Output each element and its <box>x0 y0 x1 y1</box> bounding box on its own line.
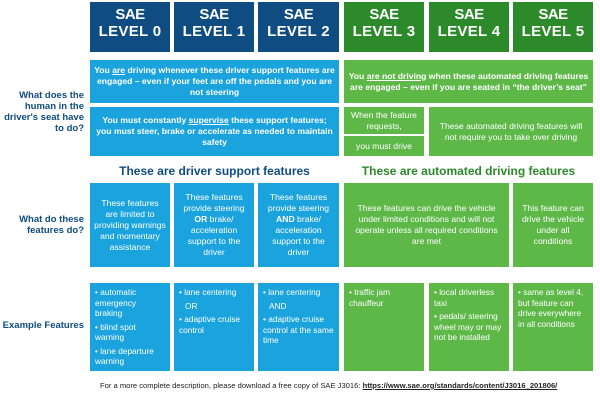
sae-logo-icon: SAE <box>369 6 399 23</box>
level-label: LEVEL 5 <box>521 23 585 40</box>
section-automated-driving: These are automated driving features <box>361 164 576 178</box>
sae-logo-icon: SAE <box>454 6 484 23</box>
list-item: • lane departure warning <box>95 345 154 366</box>
sae-logo-icon: SAE <box>115 6 145 23</box>
list-item: • automatic emergency braking <box>95 287 137 318</box>
level-4-examples-cell <box>429 283 509 371</box>
list-item: • local driverless taxi <box>434 287 495 308</box>
level-0-header <box>90 2 170 46</box>
level-1-examples-cell <box>174 283 254 371</box>
header-tab <box>90 45 170 52</box>
level-2-header <box>258 2 339 46</box>
list-item: • same as level 4, but feature can drive everywhere in all conditions <box>518 287 584 329</box>
sae-logo-icon: SAE <box>199 6 229 23</box>
level-45-human-cell: These automated driving features will not require you to take over driving <box>429 107 593 156</box>
level-label: LEVEL 1 <box>182 23 246 40</box>
list-item: • lane centering <box>179 287 237 297</box>
row-label-examples: Example Features <box>2 319 84 331</box>
level-3-examples-cell <box>344 283 424 371</box>
level-5-features-cell: This feature can drive the vehicle under all conditions <box>513 183 593 267</box>
list-separator: AND <box>269 300 287 311</box>
supervise-cell: You must constantly supervise these support features; you must steer, brake or accelerate as needed to maintain safety <box>90 107 339 156</box>
header-tab <box>174 45 254 52</box>
level-34-features-cell: These features can drive the vehicle under limited conditions and will not operate unless all required conditions are met <box>344 183 509 267</box>
level-0-examples-cell <box>90 283 170 371</box>
header-tab <box>429 45 509 52</box>
list-separator: OR <box>185 300 198 311</box>
level-2-features-cell: These features provide steering AND brake/ acceleration support to the driver <box>258 183 339 267</box>
level-1-header <box>174 2 254 46</box>
level-5-header <box>513 2 593 46</box>
list-item: • pedals/ steering wheel may or may not be installed <box>434 311 502 342</box>
row-label-human: What does the human in the driver's seat have to do? <box>4 90 84 134</box>
level-3-request-cell: When the feature requests, <box>344 107 424 134</box>
level-4-header <box>429 2 509 46</box>
level-label: LEVEL 3 <box>352 23 416 40</box>
list-item: • traffic jam chauffeur <box>349 287 391 308</box>
sae-logo-icon: SAE <box>538 6 568 23</box>
row-label-features: What do these features do? <box>19 214 84 236</box>
list-item: • lane centering <box>263 287 321 297</box>
level-3-header <box>344 2 424 46</box>
footer-note: For a more complete description, please download a free copy of SAE J3016: https://www.sae.org/standards/content/J3016_201806/ <box>100 381 558 390</box>
you-are-not-driving-cell: You are not driving when these automated driving features are engaged – even if you are seated in “the driver’s seat” <box>344 60 593 103</box>
level-2-examples-cell <box>258 283 339 371</box>
level-1-features-cell: These features provide steering OR brake/ acceleration support to the driver <box>174 183 254 267</box>
level-3-you-must-drive-cell: you must drive <box>344 136 424 156</box>
header-tab <box>513 45 593 52</box>
level-label: LEVEL 0 <box>98 23 162 40</box>
level-label: LEVEL 4 <box>437 23 501 40</box>
list-item: • blind spot warning <box>95 321 136 342</box>
sae-j3016-link[interactable]: https://www.sae.org/standards/content/J3016_201806/ <box>362 381 558 390</box>
sae-logo-icon: SAE <box>283 6 314 23</box>
header-tab <box>258 45 339 52</box>
header-tab <box>344 45 424 52</box>
list-item: • adaptive cruise control at the same time <box>263 314 334 345</box>
you-are-driving-cell: You are driving whenever these driver support features are engaged – even if your feet are off the pedals and you are not steering <box>90 60 339 103</box>
level-label: LEVEL 2 <box>267 23 330 40</box>
section-driver-support: These are driver support features <box>119 164 310 178</box>
level-5-examples-cell <box>513 283 593 371</box>
level-0-features-cell: These features are limited to providing warnings and momentary assistance <box>90 183 170 267</box>
list-item: • adaptive cruise control <box>179 314 241 335</box>
